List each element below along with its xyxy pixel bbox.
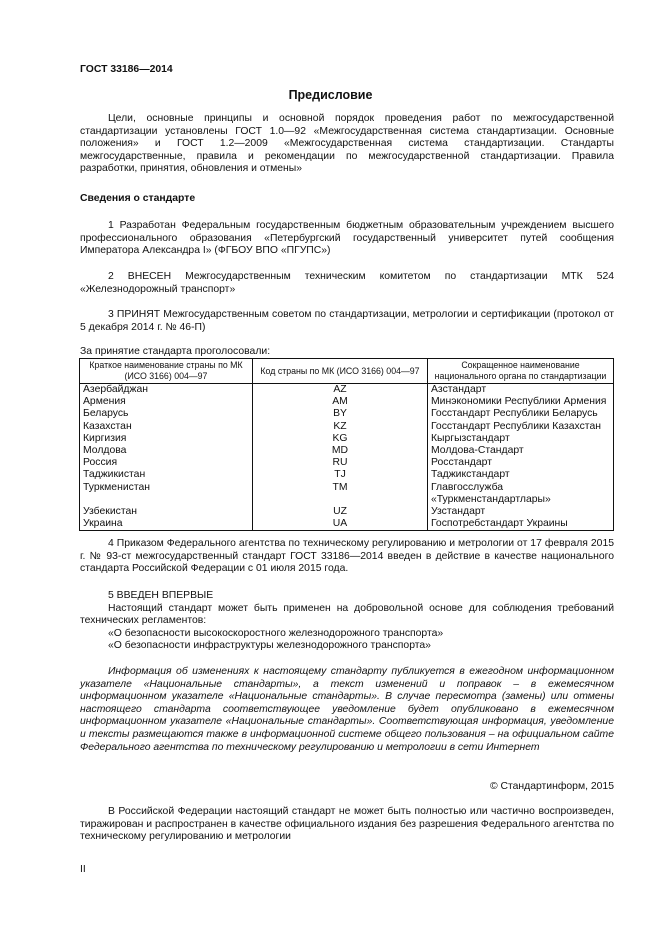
document-code-header: ГОСТ 33186—2014 [80,64,173,75]
intro-text: Цели, основные принципы и основной порядок проведения работ по межгосударственной стандартизации установлены ГОСТ 1.0—92 «Межгосударственная система стандартизации. Основные положения» и ГОСТ 1.2—2009 «Межгосударственная система стандартизации. Стандарты межгосударственные, правила и рекомендации по межгосударственной стандартизации. Правила разработки, принятия, обновления и отмены» [80,113,614,175]
standards-body-cell: Минэкономики Республики Армения [428,396,614,408]
table-header-row [80,359,614,384]
table-row [80,408,614,420]
copyright: © Стандартинформ, 2015 [489,781,614,792]
country-cell: Россия [80,457,253,469]
country-code-cell: KG [253,433,428,445]
country-code-cell: BY [253,408,428,420]
country-code-cell: RU [253,457,428,469]
standards-body-cell: Узстандарт [428,506,614,518]
restriction-text: В Российской Федерации настоящий стандарт не может быть полностью или частично воспроизведен, тиражирован и распространен в качестве официального издания без разрешения Федерального агентства по техническому регулированию и метрологии [80,806,614,843]
country-code-cell: UZ [253,506,428,518]
country-cell: Армения [80,396,253,408]
item-1 [80,220,614,258]
table-row [80,445,614,457]
item-5 [80,590,614,653]
item-5-title: 5 ВВЕДЕН ВПЕРВЫЕ [108,590,214,601]
table-row [80,518,614,531]
table-body [80,384,614,531]
country-cell: Молдова [80,445,253,457]
col-header-country: Краткое наименование страны по МК (ИСО 3166) 004—97 [80,359,253,384]
table-row [80,396,614,408]
item-2 [80,271,614,296]
standards-body-cell: Госстандарт Республики Казахстан [428,421,614,433]
standards-body-cell: Кыргызстандарт [428,433,614,445]
intro-paragraph [80,113,614,176]
country-cell: Азербайджан [80,384,253,397]
standards-body-cell: Росстандарт [428,457,614,469]
country-cell: Киргизия [80,433,253,445]
country-code-cell: TJ [253,469,428,481]
standards-body-cell: Азстандарт [428,384,614,397]
table-caption: За принятие стандарта проголосовали: [80,346,271,357]
table-row [80,457,614,469]
country-cell: Узбекистан [80,506,253,518]
voting-table [79,358,614,531]
table-row [80,482,614,506]
item-1-text: 1 Разработан Федеральным государственным бюджетным образовательным учреждением высшего профессионального образования «Петербургский государственный университет путей сообщения Императора Александра I» (ФГБОУ ВПО «ПГУПС») [80,220,614,257]
item-4-text: 4 Приказом Федерального агентства по техническому регулированию и метрологии от 17 февраля 2015 г. № 93-ст межгосударственный стандарт ГОСТ 33186—2014 введен в действие в качестве национального стандарта Российской Федерации с 01 июля 2015 года. [80,538,614,575]
standards-body-cell: Таджикстандарт [428,469,614,481]
country-code-cell: MD [253,445,428,457]
country-cell: Туркменистан [80,482,253,506]
col-header-code: Код страны по МК (ИСО 3166) 004—97 [253,359,428,384]
table-row [80,506,614,518]
standards-body-cell: Молдова-Стандарт [428,445,614,457]
standards-body-cell: Главгосслужба «Туркменстандартлары» [428,482,614,506]
country-cell: Беларусь [80,408,253,420]
table-row [80,384,614,397]
country-code-cell: KZ [253,421,428,433]
restriction-paragraph [80,806,614,844]
notice-paragraph [80,666,614,754]
item-5-text: Настоящий стандарт может быть применен на добровольной основе для соблюдения требований технических регламентов: [80,602,614,627]
item-3-text: 3 ПРИНЯТ Межгосударственным советом по стандартизации, метрологии и сертификации (протокол от 5 декабря 2014 г. № 46-П) [80,309,614,333]
country-cell: Украина [80,518,253,531]
item-2-text: 2 ВНЕСЕН Межгосударственным техническим комитетом по стандартизации МТК 524 «Железнодорожный транспорт» [80,271,614,295]
voting-table-wrap [79,358,614,531]
page-title: Предисловие [288,88,373,102]
standards-body-cell: Госстандарт Республики Беларусь [428,408,614,420]
country-code-cell: AM [253,396,428,408]
table-row [80,433,614,445]
table-row [80,469,614,481]
notice-text: Информация об изменениях к настоящему стандарту публикуется в ежегодном информационном указателе «Национальные стандарты», а текст изменений и поправок – в ежемесячном информационном указателе «Национальные стандарты». В случае пересмотра (замены) или отмены настоящего стандарта соответствующее уведомление будет опубликовано в ежемесячном информационном указателе «Национальные стандарты». Соответствующая информация, уведомление и тексты размещаются также в информационной системе общего пользования – на официальном сайте Федерального агентства по техническому регулированию и метрологии в сети Интернет [80,666,614,753]
col-header-body: Сокращенное наименование национального органа по стандартизации [428,359,614,384]
table-row [80,421,614,433]
regulation-2: «О безопасности инфраструктуры железнодорожного транспорта» [108,640,431,652]
country-code-cell: UA [253,518,428,531]
regulation-1: «О безопасности высокоскоростного железнодорожного транспорта» [108,627,444,639]
section-heading: Сведения о стандарте [80,193,196,204]
standards-body-cell: Госпотребстандарт Украины [428,518,614,531]
page-number: II [80,864,86,875]
item-4 [80,538,614,576]
country-code-cell: AZ [253,384,428,397]
country-cell: Казахстан [80,421,253,433]
country-code-cell: TM [253,482,428,506]
country-cell: Таджикистан [80,469,253,481]
item-3 [80,309,614,334]
